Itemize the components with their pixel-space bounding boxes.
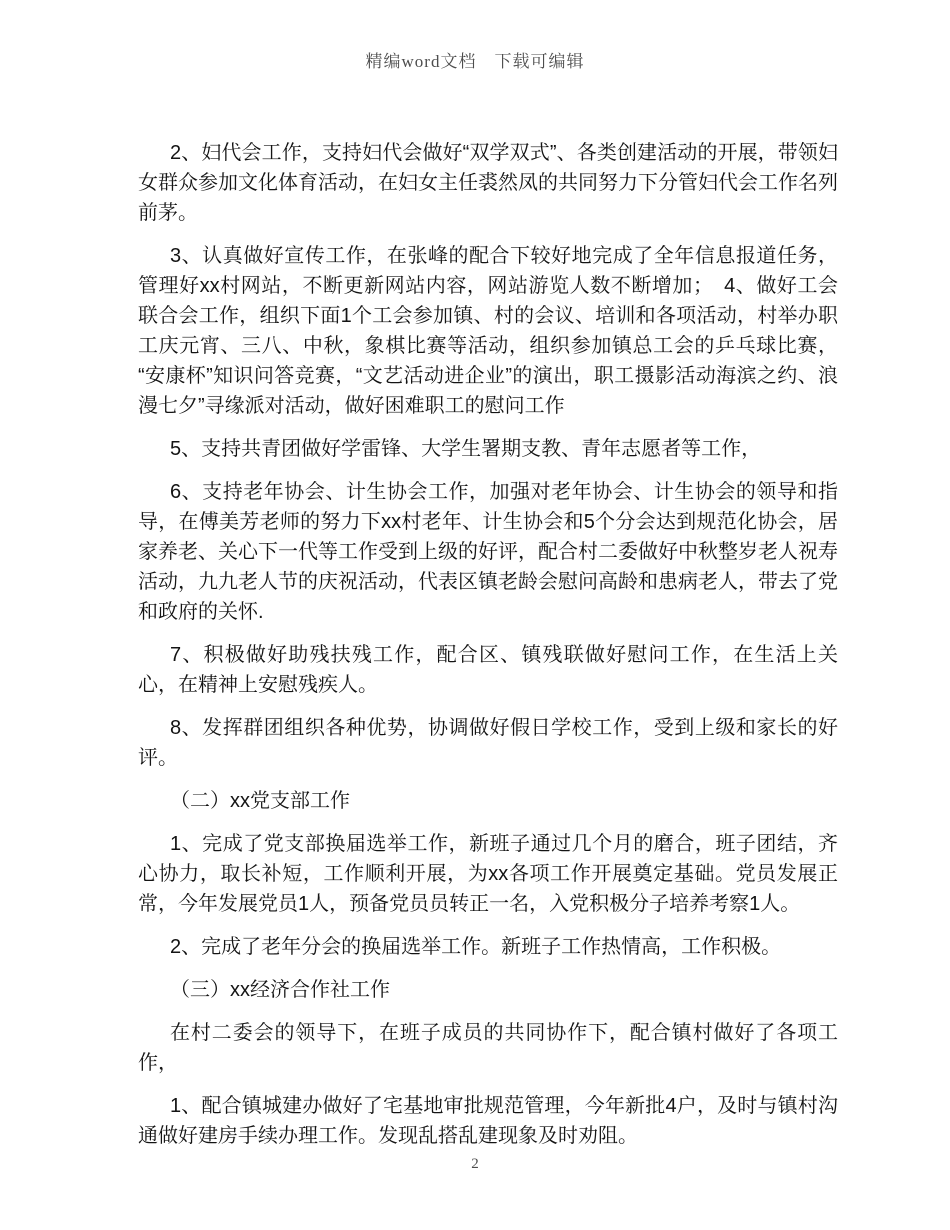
page-number: 2 bbox=[471, 1156, 479, 1172]
paragraph-elderly-branch-election: 2、完成了老年分会的换届选举工作。新班子工作热情高，工作积极。 bbox=[170, 936, 782, 958]
paragraph-party-branch-election: 1、完成了党支部换届选举工作，新班子通过几个月的磨合，班子团结，齐心协力，取长补短，工作顺利开展，为xx各项工作开展奠定基础。党员发展正常，今年发展党员1人，预备党员员转正一名，入党积极分子培养考察1人。 bbox=[138, 833, 838, 915]
heading-economic-cooperative-work: （三）xx经济合作社工作 bbox=[170, 979, 390, 1001]
paragraph-elderly-family-planning-associations: 6、支持老年协会、计生协会工作，加强对老年协会、计生协会的领导和指导，在傅美芳老师的努力下xx村老年、计生协会和5个分会达到规范化协会，居家养老、关心下一代等工作受到上级的好评，配合村二委做好中秋整岁老人祝寿活动，九九老人节的庆祝活动，代表区镇老龄会慰问高龄和患病老人，带去了党和政府的关怀. bbox=[138, 481, 838, 623]
document-header: 精编word文档 下载可编辑 bbox=[365, 52, 585, 71]
heading-party-branch-work: （二）xx党支部工作 bbox=[170, 790, 350, 812]
paragraph-village-committee-cooperation: 在村二委会的领导下，在班子成员的共同协作下，配合镇村做好了各项工作， bbox=[138, 1022, 838, 1074]
paragraph-homestead-approval: 1、配合镇城建办做好了宅基地审批规范管理，今年新批4户，及时与镇村沟通做好建房手续办理工作。发现乱搭乱建现象及时劝阻。 bbox=[138, 1095, 838, 1147]
paragraph-publicity-and-union-work: 3、认真做好宣传工作，在张峰的配合下较好地完成了全年信息报道任务，管理好xx村网站，不断更新网站内容，网站游览人数不断增加； 4、做好工会联合会工作，组织下面1个工会参加镇、村的会议、培训和各项活动，村举办职工庆元宵、三八、中秋，象棋比赛等活动，组织参加镇总工会的乒乓球比赛，“安康杯”知识问答竞赛，“文艺活动进企业”的演出，职工摄影活动海滨之约、浪漫七夕”寻缘派对活动，做好困难职工的慰问工作 bbox=[138, 245, 838, 417]
document-body bbox=[138, 138, 838, 1164]
paragraph-women-federation-work: 2、妇代会工作，支持妇代会做好“双学双式”、各类创建活动的开展，带领妇女群众参加文化体育活动，在妇女主任裘然凤的共同努力下分管妇代会工作名列前茅。 bbox=[138, 142, 838, 224]
paragraph-disabled-assistance: 7、积极做好助残扶残工作，配合区、镇残联做好慰问工作，在生活上关心，在精神上安慰残疾人。 bbox=[138, 644, 838, 696]
paragraph-mass-organizations: 8、发挥群团组织各种优势，协调做好假日学校工作，受到上级和家长的好评。 bbox=[138, 717, 838, 769]
paragraph-youth-league-work: 5、支持共青团做好学雷锋、大学生署期支教、青年志愿者等工作， bbox=[170, 438, 762, 460]
